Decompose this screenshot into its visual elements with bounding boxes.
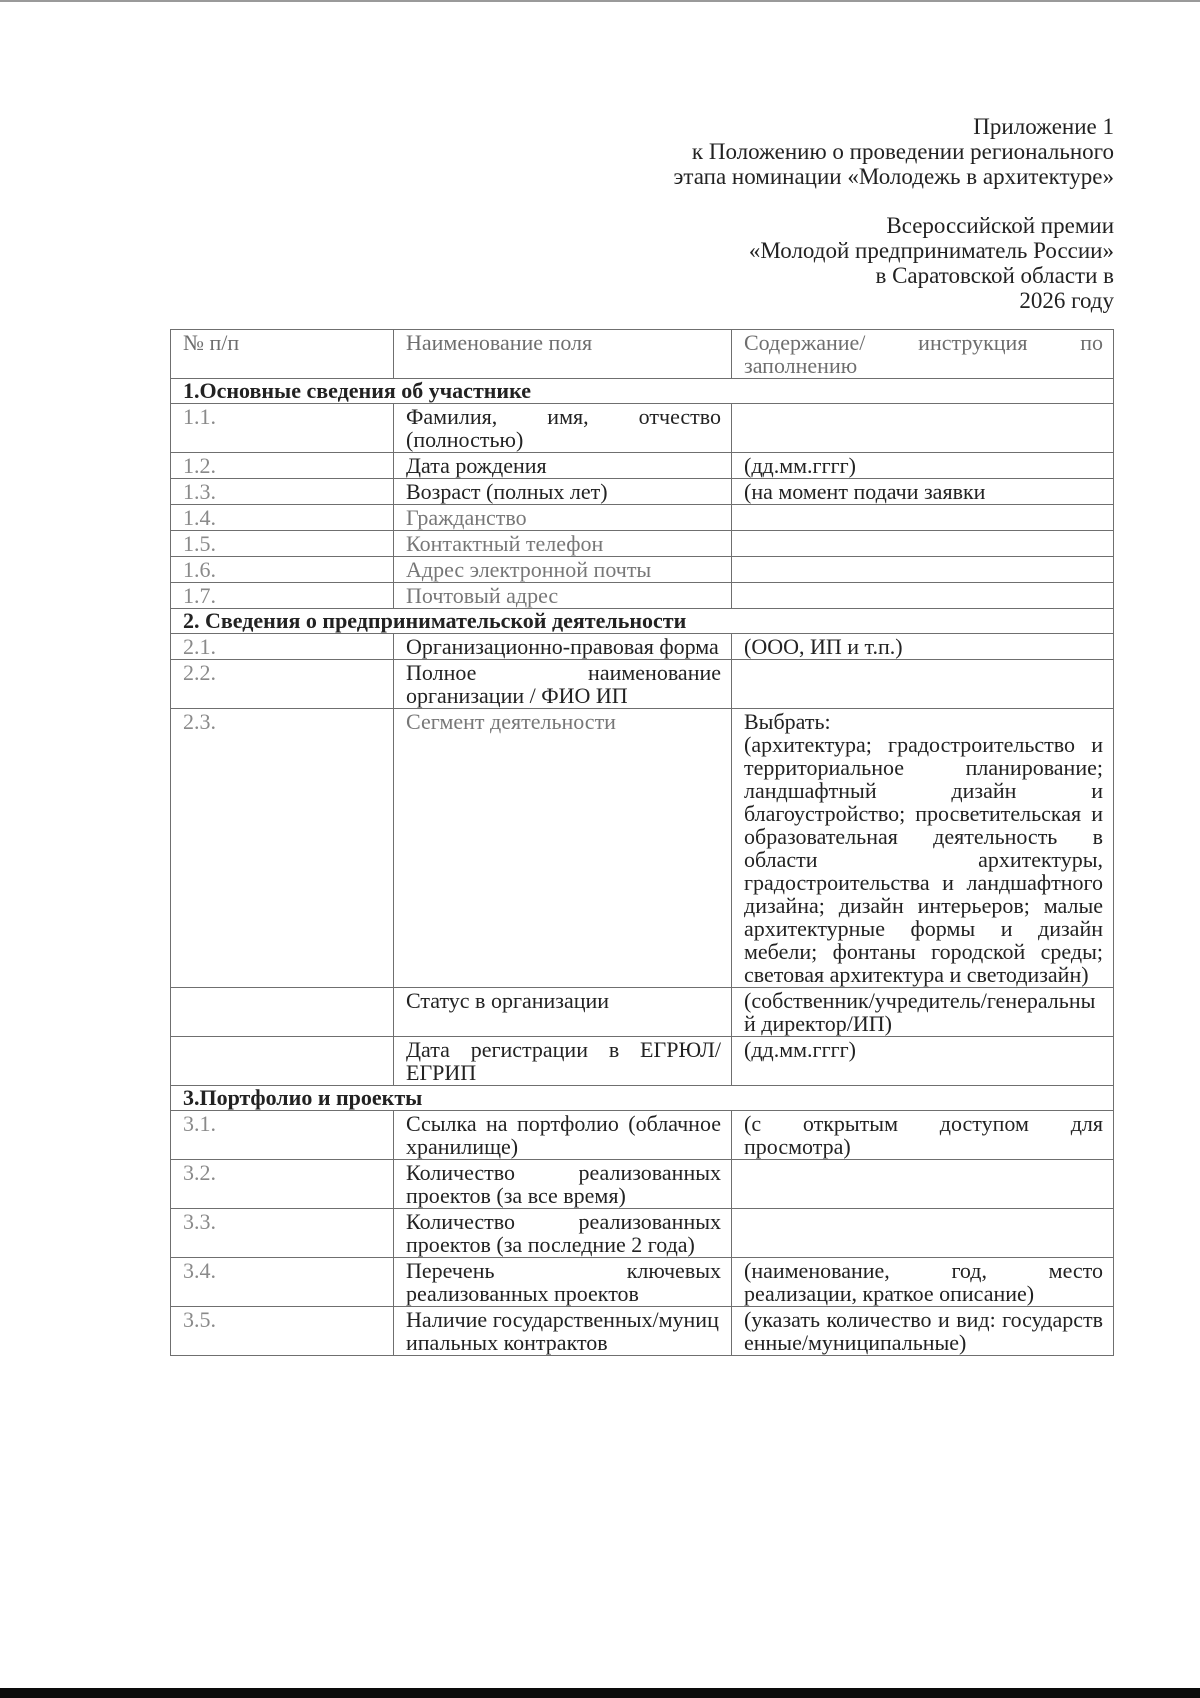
section-row bbox=[171, 1086, 1114, 1111]
row-number: 1.7. bbox=[171, 583, 394, 609]
table-row bbox=[171, 531, 1114, 557]
table-row bbox=[171, 404, 1114, 453]
header-cell-number: № п/п bbox=[171, 330, 394, 379]
table-row bbox=[171, 479, 1114, 505]
header-line: этапа номинации «Молодежь в архитектуре» bbox=[673, 164, 1114, 189]
segment-prompt: Выбрать: bbox=[744, 709, 831, 734]
row-field: Количество реализованных проектов (за последние 2 года) bbox=[394, 1209, 732, 1258]
row-content[interactable] bbox=[732, 1160, 1114, 1209]
header-cell-content: Содержание/ инструкция по заполнению bbox=[732, 330, 1114, 379]
row-content[interactable]: (на момент подачи заявки bbox=[732, 479, 1114, 505]
section-title: 1.Основные сведения об участнике bbox=[171, 379, 1114, 404]
row-number: 2.3. bbox=[171, 709, 394, 988]
row-field: Наличие государственных/муниципальных контрактов bbox=[394, 1307, 732, 1356]
segment-options: (архитектура; градостроительство и территориальное планирование; ландшафтный дизайн и благоустройство; просветительская и образовательная деятельность в области архитектуры, градостроительства и ландшафтного дизайна; дизайн интерьеров; малые архитектурные формы и дизайн мебели; фонтаны городской среды; световая архитектура и светодизайн) bbox=[744, 732, 1103, 987]
row-content[interactable]: (дд.мм.гггг) bbox=[732, 1037, 1114, 1086]
table-row bbox=[171, 583, 1114, 609]
document-header bbox=[494, 114, 1114, 313]
row-number: 1.6. bbox=[171, 557, 394, 583]
table-row bbox=[171, 505, 1114, 531]
header-line: Всероссийской премии bbox=[886, 213, 1114, 238]
row-number: 3.2. bbox=[171, 1160, 394, 1209]
application-form-table bbox=[170, 329, 1114, 1356]
header-line: Приложение 1 bbox=[973, 114, 1114, 139]
row-number: 1.4. bbox=[171, 505, 394, 531]
section-title: 2. Сведения о предпринимательской деятельности bbox=[171, 609, 1114, 634]
scan-edge-top bbox=[0, 0, 1200, 2]
table-row bbox=[171, 709, 1114, 988]
row-content[interactable] bbox=[732, 557, 1114, 583]
row-number: 3.4. bbox=[171, 1258, 394, 1307]
row-number: 1.5. bbox=[171, 531, 394, 557]
row-field: Контактный телефон bbox=[394, 531, 732, 557]
row-field: Почтовый адрес bbox=[394, 583, 732, 609]
section-title: 3.Портфолио и проекты bbox=[171, 1086, 1114, 1111]
row-content[interactable]: (ООО, ИП и т.п.) bbox=[732, 634, 1114, 660]
row-content[interactable]: (собственник/учредитель/генеральный директор/ИП) bbox=[732, 988, 1114, 1037]
table-row bbox=[171, 557, 1114, 583]
row-field: Дата рождения bbox=[394, 453, 732, 479]
row-content[interactable] bbox=[732, 583, 1114, 609]
row-content[interactable]: (дд.мм.гггг) bbox=[732, 453, 1114, 479]
table-row bbox=[171, 660, 1114, 709]
row-content[interactable] bbox=[732, 505, 1114, 531]
row-content[interactable] bbox=[732, 531, 1114, 557]
section-row bbox=[171, 609, 1114, 634]
row-content[interactable]: (указать количество и вид: государственные/муниципальные) bbox=[732, 1307, 1114, 1356]
header-line: к Положению о проведении регионального bbox=[691, 139, 1114, 164]
scan-edge-bottom bbox=[0, 1688, 1200, 1698]
row-number bbox=[171, 988, 394, 1037]
table-row bbox=[171, 1160, 1114, 1209]
section-row bbox=[171, 379, 1114, 404]
row-number: 1.3. bbox=[171, 479, 394, 505]
row-number: 2.2. bbox=[171, 660, 394, 709]
table-header-row bbox=[171, 330, 1114, 379]
row-number bbox=[171, 1037, 394, 1086]
table-row bbox=[171, 1258, 1114, 1307]
row-content[interactable]: (наименование, год, место реализации, краткое описание) bbox=[732, 1258, 1114, 1307]
row-field: Адрес электронной почты bbox=[394, 557, 732, 583]
row-field: Дата регистрации в ЕГРЮЛ/ЕГРИП bbox=[394, 1037, 732, 1086]
row-content[interactable] bbox=[732, 1209, 1114, 1258]
table-row bbox=[171, 988, 1114, 1037]
row-field: Перечень ключевых реализованных проектов bbox=[394, 1258, 732, 1307]
table-row bbox=[171, 453, 1114, 479]
header-line: «Молодой предприниматель России» bbox=[748, 238, 1114, 263]
table-row bbox=[171, 1209, 1114, 1258]
row-field: Количество реализованных проектов (за все время) bbox=[394, 1160, 732, 1209]
row-field: Ссылка на портфолио (облачное хранилище) bbox=[394, 1111, 732, 1160]
row-content[interactable]: (с открытым доступом для просмотра) bbox=[732, 1111, 1114, 1160]
row-content[interactable] bbox=[732, 404, 1114, 453]
row-field: Полное наименование организации / ФИО ИП bbox=[394, 660, 732, 709]
row-field: Фамилия, имя, отчество (полностью) bbox=[394, 404, 732, 453]
table-row bbox=[171, 1111, 1114, 1160]
row-number: 3.5. bbox=[171, 1307, 394, 1356]
table-row bbox=[171, 1307, 1114, 1356]
row-number: 3.3. bbox=[171, 1209, 394, 1258]
row-number: 3.1. bbox=[171, 1111, 394, 1160]
table-row bbox=[171, 634, 1114, 660]
row-number: 2.1. bbox=[171, 634, 394, 660]
row-number: 1.1. bbox=[171, 404, 394, 453]
row-content[interactable] bbox=[732, 660, 1114, 709]
header-line: в Саратовской области в bbox=[875, 263, 1114, 288]
row-field: Организационно-правовая форма bbox=[394, 634, 732, 660]
row-field: Статус в организации bbox=[394, 988, 732, 1037]
row-field: Возраст (полных лет) bbox=[394, 479, 732, 505]
row-field: Гражданство bbox=[394, 505, 732, 531]
row-field: Сегмент деятельности bbox=[394, 709, 732, 988]
header-cell-field: Наименование поля bbox=[394, 330, 732, 379]
table-row bbox=[171, 1037, 1114, 1086]
row-content[interactable] bbox=[732, 709, 1114, 988]
header-line: 2026 году bbox=[1019, 288, 1114, 313]
row-number: 1.2. bbox=[171, 453, 394, 479]
